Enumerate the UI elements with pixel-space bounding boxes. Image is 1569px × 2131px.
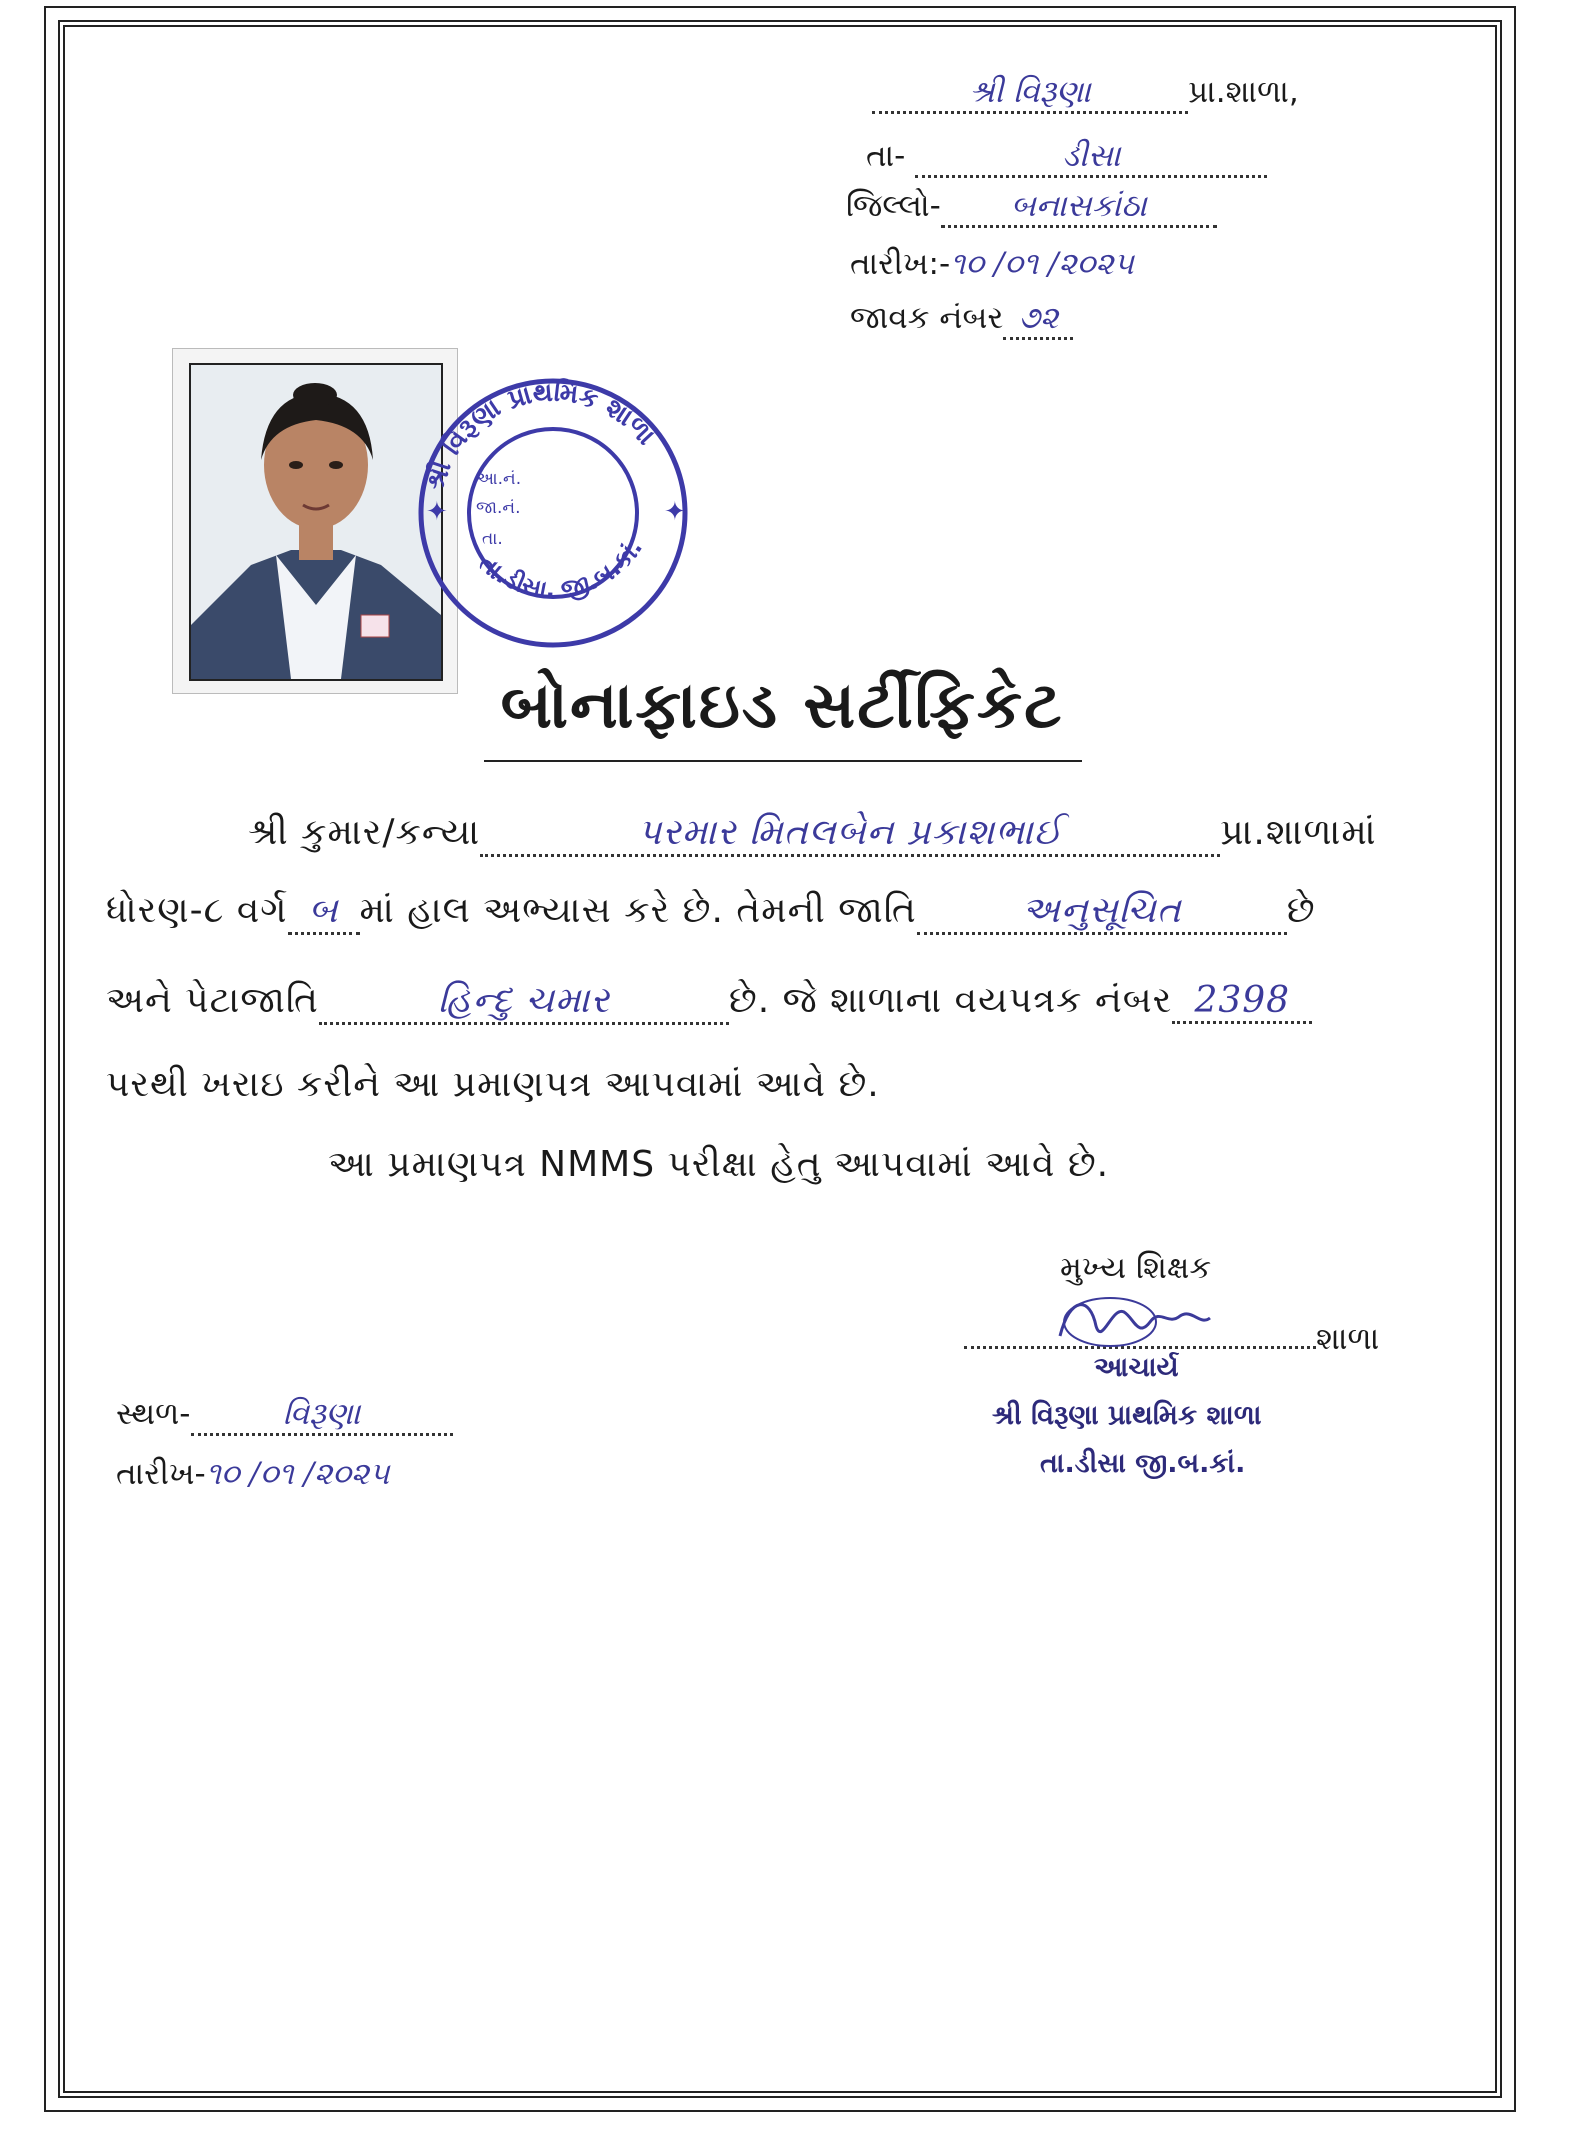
header-outward-label: જાવક નંબર [850, 300, 1004, 336]
body-l1-suffix: પ્રા.શાળામાં [1220, 812, 1377, 853]
body-line-4: પરથી ખરાઇ કરીને આ પ્રમાણપત્ર આપવામાં આવે છે. [106, 1064, 880, 1105]
footer-date-label: તારીખ- [116, 1456, 206, 1492]
signature-role: મુખ્ય શિક્ષક [1060, 1250, 1212, 1286]
school-round-stamp [414, 374, 692, 652]
body-l1-prefix: શ્રી કુમાર/કન્યા [248, 812, 481, 853]
footer-place-hw: વિરૂણા [282, 1396, 361, 1432]
header-district-line [846, 188, 1217, 228]
body-l2-prefix: ધોરણ-૮ વર્ગ [106, 890, 288, 931]
header-date-hw: ૧૦ /૦૧ /૨૦૨૫ [950, 246, 1134, 282]
footer-place-label: સ્થળ- [116, 1396, 191, 1432]
header-district-hw: બનાસકાંઠા [1010, 188, 1147, 224]
body-l2-middle: માં હાલ અભ્યાસ કરે છે. તેમની જાતિ [359, 890, 917, 931]
header-school-hw: શ્રી વિરૂણા [969, 74, 1091, 110]
stamp-star-icon: ✦ [664, 497, 686, 527]
header-outward-line [850, 300, 1073, 340]
footer-place-line [116, 1396, 453, 1436]
svg-text:શ્રી વિરૂણા પ્રાથમિક શાળા [420, 377, 661, 493]
class-division-hw: બ [308, 890, 339, 931]
student-name-hw: પરમાર મિતલબેન પ્રકાશભાઈ [637, 812, 1063, 853]
certificate-title-wrap [482, 668, 1082, 743]
body-line-5: આ પ્રમાણપત્ર NMMS પરીક્ષા હેતુ આપવામાં આવે છે. [328, 1144, 1110, 1185]
stamp-line-1: આ.નં. [476, 469, 522, 489]
signature-stamp-school: શ્રી વિરૂણા પ્રાથમિક શાળા [992, 1400, 1262, 1431]
header-school-suffix: પ્રા.શાળા, [1188, 74, 1299, 110]
header-date-line [850, 246, 1134, 283]
signature-mark [1050, 1286, 1220, 1356]
body-l2-suffix: છે [1286, 890, 1316, 931]
signature-school-suffix: શાળા [1316, 1321, 1380, 1357]
body-line-2 [106, 890, 1316, 935]
caste-hw: અનુસૂચિત [1021, 890, 1182, 931]
signature-stamp-address: તા.ડીસા જી.બ.કાં. [1040, 1448, 1246, 1479]
stamp-bottom-text: તા.ડીસા. જી.બ.કાં. [473, 534, 649, 604]
header-taluka-line [866, 138, 1267, 178]
footer-date-line [116, 1456, 389, 1493]
stamp-line-3: તા. [482, 529, 503, 549]
register-number-hw: 2398 [1194, 980, 1291, 1021]
header-taluka-hw: ડીસા [1061, 138, 1121, 174]
title-underline [484, 760, 1082, 762]
header-school-line [872, 74, 1299, 114]
header-outward-hw: ૭૨ [1018, 300, 1059, 336]
header-taluka-label: તા- [866, 138, 906, 174]
header-date-label: તારીખ:- [850, 246, 951, 282]
stamp-star-icon: ✦ [426, 497, 448, 527]
body-line-1 [248, 812, 1377, 857]
header-district-label: જિલ્લો- [846, 188, 941, 224]
student-portrait [191, 365, 441, 679]
stamp-line-2: જા.નં. [476, 498, 521, 518]
stamp-ring-text: શ્રી વિરૂણા પ્રાથમિક શાળા [420, 377, 661, 494]
certificate-title: બોનાફાઇડ સર્ટીફિકેટ [500, 668, 1064, 743]
signature-stamp-title: આચાર્ય [1094, 1352, 1179, 1383]
footer-date-hw: ૧૦ /૦૧ /૨૦૨૫ [205, 1456, 390, 1492]
body-line-3 [106, 980, 1312, 1025]
subcaste-hw: હિન્દુ ચમાર [437, 980, 610, 1021]
body-l3-middle: છે. જે શાળાના વયપત્રક નંબર [728, 980, 1173, 1021]
inner-border [58, 20, 1502, 2098]
body-l3-prefix: અને પેટાજાતિ [106, 980, 319, 1021]
